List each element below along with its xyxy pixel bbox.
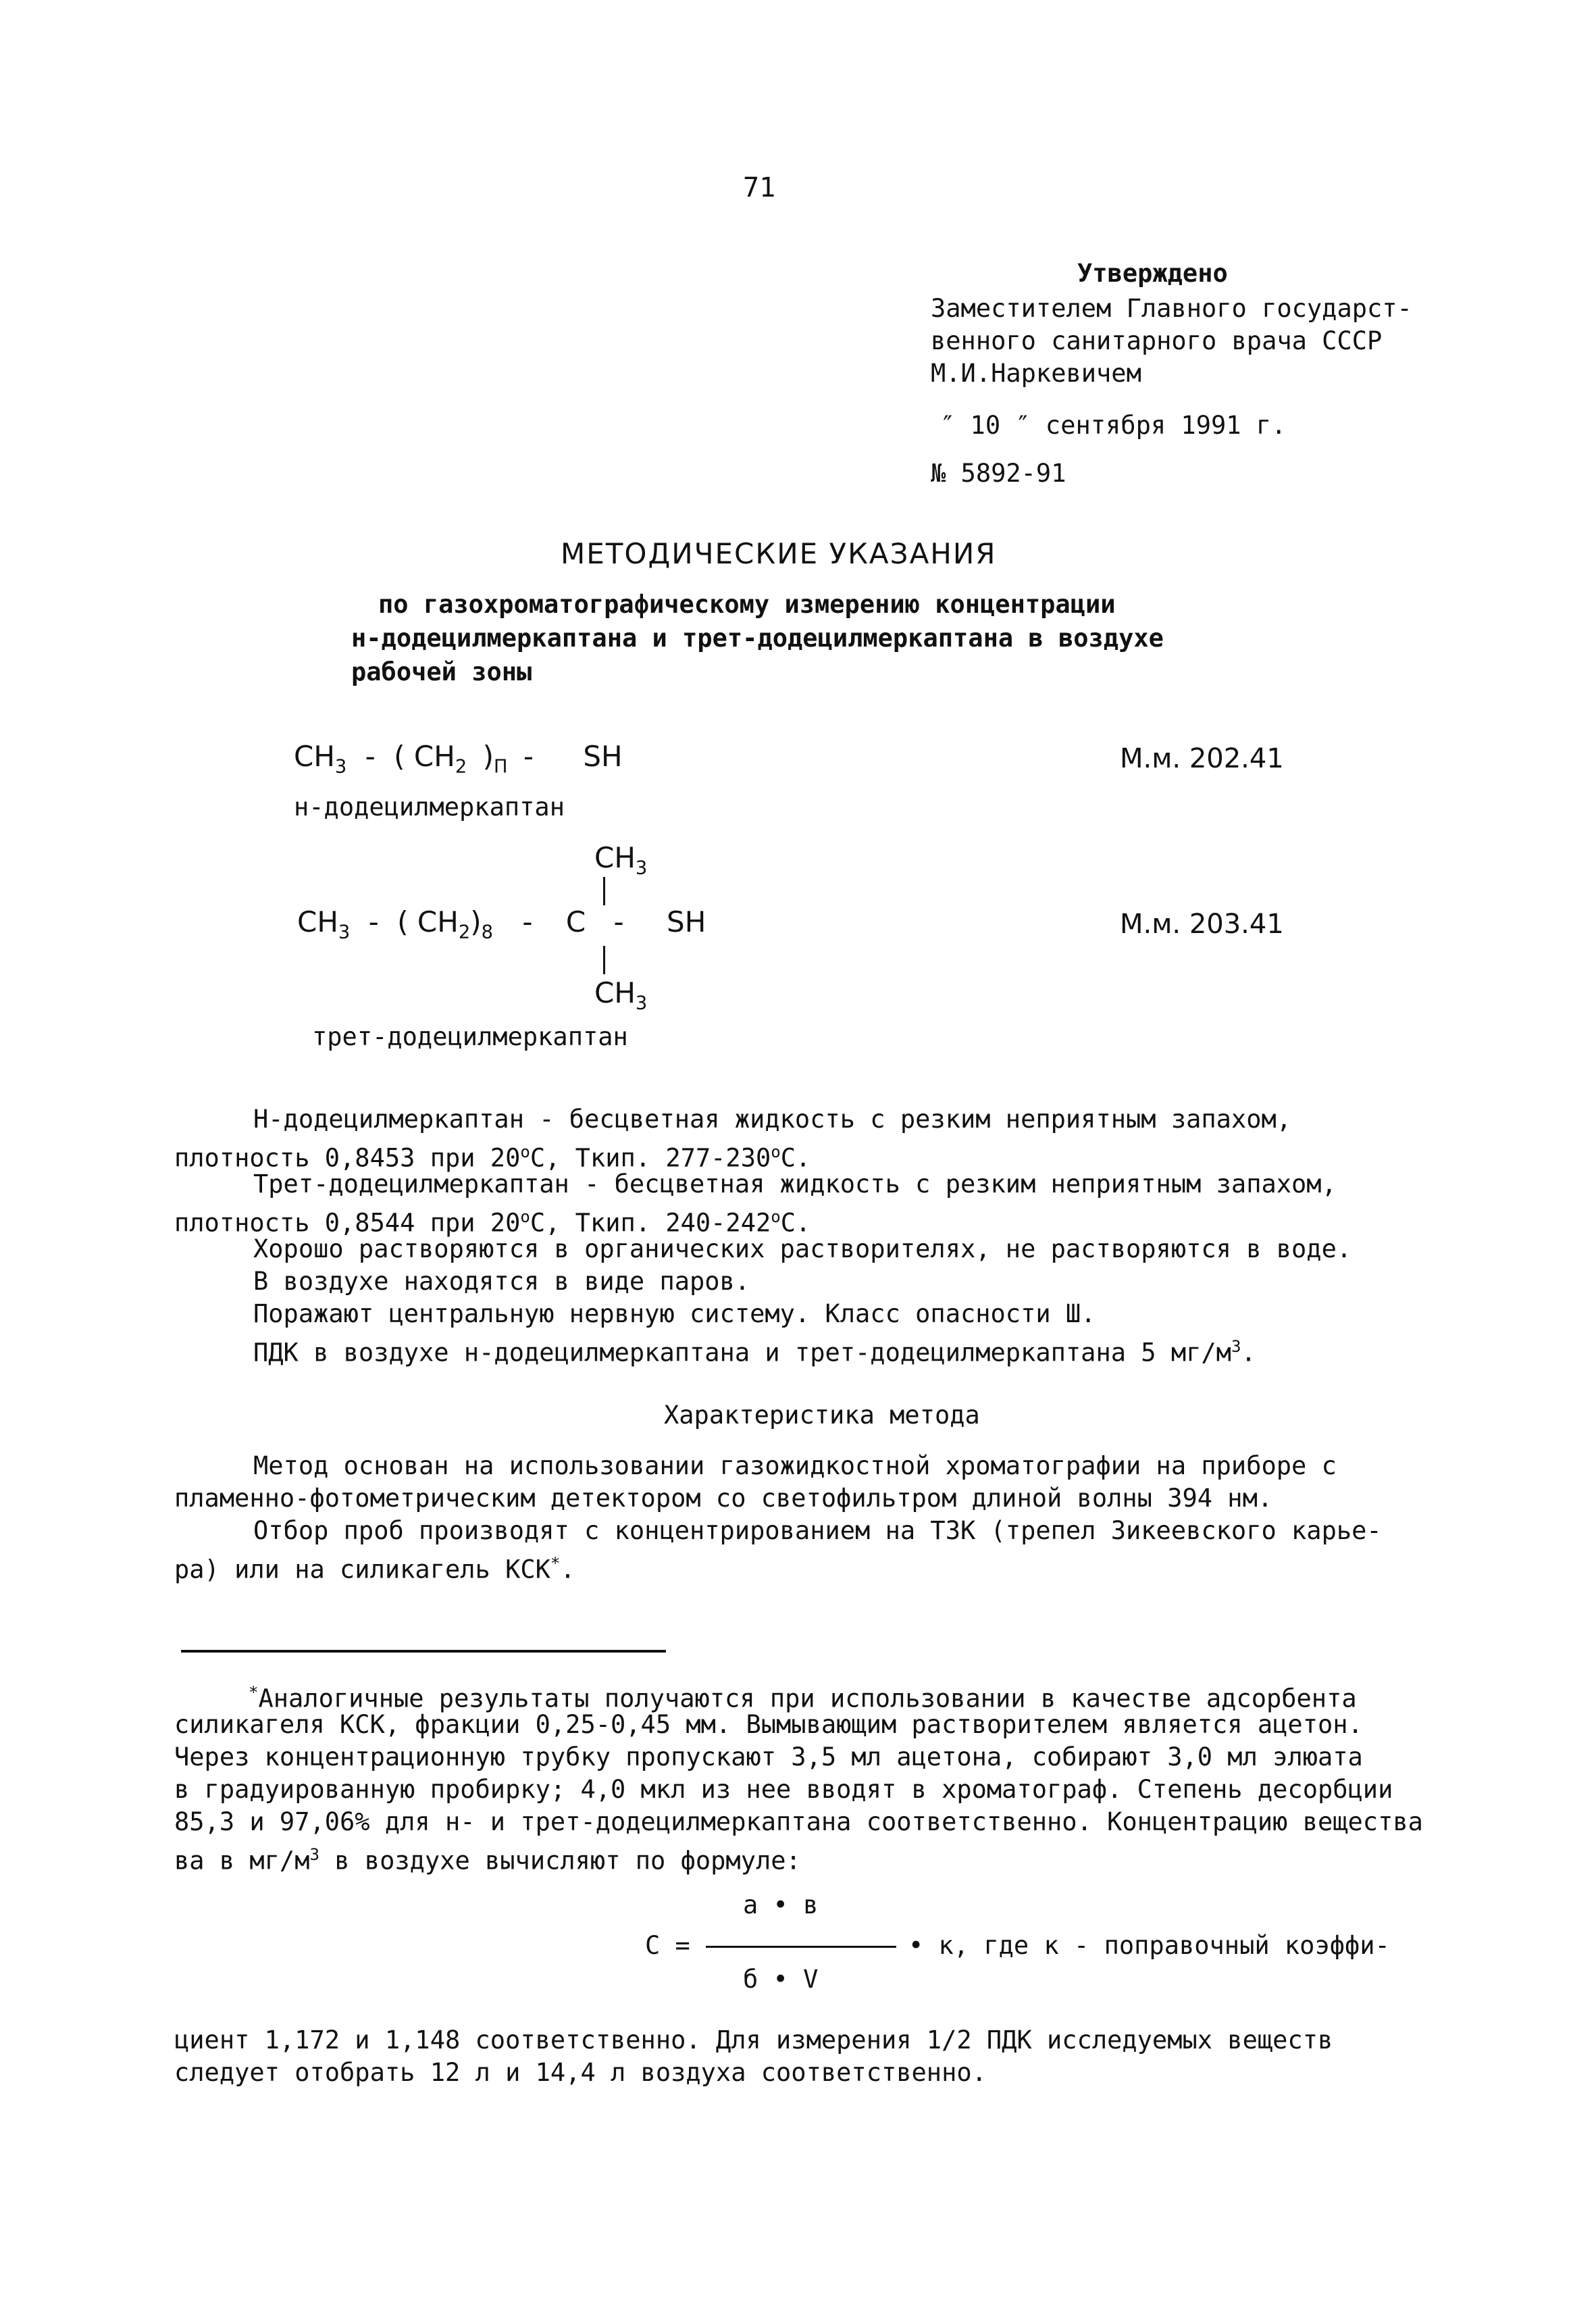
approval-heading: Утверждено xyxy=(1077,259,1228,288)
subtitle-line: рабочей зоны xyxy=(351,657,532,686)
approval-line: Заместителем Главного государст- xyxy=(931,294,1412,323)
paragraph-line: Хорошо растворяются в органических растворителях, не растворяются в воде. xyxy=(253,1234,1352,1263)
footnote-line: ва в $мг/м^3$ в воздухе вычисляют по формуле: xyxy=(174,1845,801,1876)
approval-number: № 5892-91 xyxy=(931,459,1066,488)
formula-rhs: • к, где к - поправочный коэффи- xyxy=(908,1931,1390,1960)
section-title: Характеристика метода xyxy=(664,1401,980,1430)
molecular-mass: М.м. 203.41 xyxy=(1120,909,1284,940)
footnote-line: следует отобрать 12 л и 14,4 л воздуха соответственно. xyxy=(174,2058,987,2087)
paragraph-line: плотность 0,8453 при $20^оС$, Ткип. $277-230^оС$. xyxy=(174,1142,811,1173)
paragraph-line: В воздухе находятся в виде паров. xyxy=(253,1267,750,1296)
molecular-mass: М.м. 202.41 xyxy=(1120,743,1284,774)
formula-denominator: б • V xyxy=(743,1965,819,1994)
paragraph-line: пламенно-фотометрическим детектором со светофильтром длиной волны 394 нм. xyxy=(174,1484,1273,1513)
approval-line: венного санитарного врача СССР xyxy=(931,326,1383,355)
bond-line xyxy=(603,946,605,974)
paragraph-line: ра) или на силикагель КСК*. xyxy=(174,1554,575,1584)
footnote-line: в градуированную пробирку; 4,0 мкл из нее вводят в хроматограф. Степень десорбции xyxy=(174,1775,1393,1804)
paragraph-line: Поражают центральную нервную систему. Класс опасности Ш. xyxy=(253,1299,1096,1328)
paragraph-line: ПДК в воздухе н-додецилмеркаптана и трет-додецилмеркаптана 5 $мг/м^3$. xyxy=(253,1337,1256,1367)
structural-formula: $CH_3$ - ( $CH_2$ )$_П$ - SH xyxy=(294,740,623,778)
formula-numerator: а • в xyxy=(743,1890,819,1919)
paragraph-line: Метод основан на использовании газожидкостной хроматографии на приборе с xyxy=(253,1451,1337,1480)
branch-bottom-ch3: $CH_3$ xyxy=(594,976,648,1014)
approval-signer: М.И.Наркевичем xyxy=(931,359,1141,388)
compound-name: н-додецилмеркаптан xyxy=(294,793,565,822)
page-number: 71 xyxy=(743,172,776,203)
structural-formula: $CH_3$ - ( $CH_2)_8$ - C - SH xyxy=(297,905,706,943)
fraction-bar xyxy=(706,1946,896,1948)
paragraph-line: Отбор проб производят с концентрированием на ТЗК (трепел Зикеевского карье- xyxy=(253,1516,1382,1545)
paragraph-line: Н-додецилмеркаптан - бесцветная жидкость с резким неприятным запахом, xyxy=(253,1105,1292,1134)
branch-top-ch3: $CH_3$ xyxy=(594,841,648,879)
subtitle-line: по газохроматографическому измерению концентрации xyxy=(378,590,1116,619)
bond-line xyxy=(603,877,605,905)
footnote-line: 85,3 и 97,06% для н- и трет-додецилмеркаптана соответственно. Концентрацию вещества xyxy=(174,1807,1423,1836)
approval-date: ″ 10 ″ сентября 1991 г. xyxy=(940,411,1287,440)
document-title: МЕТОДИЧЕСКИЕ УКАЗАНИЯ xyxy=(561,537,997,570)
subtitle-line: н-додецилмеркаптана и трет-додецилмеркаптана в воздухе xyxy=(351,624,1164,653)
footnote-line: *Аналогичные результаты получаются при использовании в качестве адсорбента xyxy=(249,1683,1357,1713)
compound-name: трет-додецилмеркаптан xyxy=(312,1022,628,1051)
footnote-separator xyxy=(181,1650,666,1653)
paragraph-line: плотность 0,8544 при $20^оС$, Ткип. $240-242^оС$. xyxy=(174,1207,811,1238)
footnote-line: Через концентрационную трубку пропускают 3,5 мл ацетона, собирают 3,0 мл элюата xyxy=(174,1742,1363,1771)
paragraph-line: Трет-додецилмеркаптан - бесцветная жидкость с резким неприятным запахом, xyxy=(253,1169,1337,1199)
footnote-line: циент 1,172 и 1,148 соответственно. Для измерения 1/2 ПДК исследуемых веществ xyxy=(174,2026,1333,2055)
footnote-line: силикагеля КСК, фракции 0,25-0,45 мм. Вымывающим растворителем является ацетон. xyxy=(174,1710,1363,1739)
formula-lhs: С = xyxy=(645,1931,690,1960)
